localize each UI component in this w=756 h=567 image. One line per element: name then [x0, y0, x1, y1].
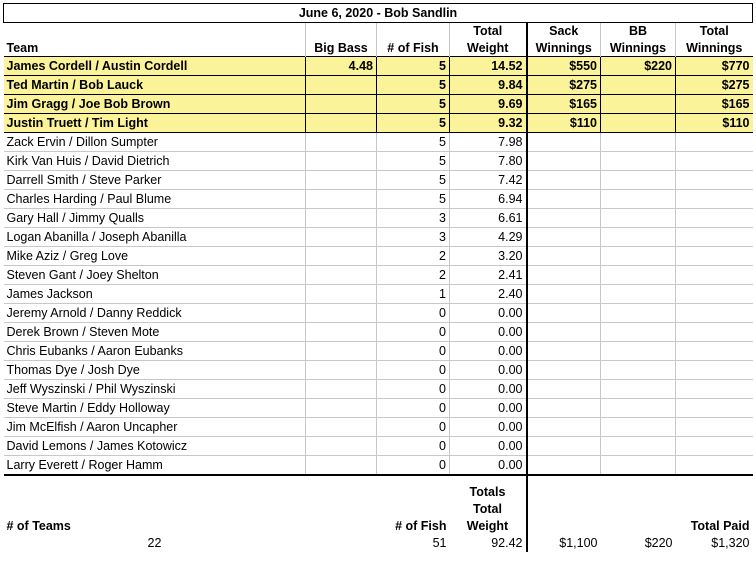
total-winnings: $770 [676, 57, 753, 76]
table-row [4, 399, 753, 418]
team-name: Jeremy Arnold / Danny Reddick [4, 304, 306, 323]
header-row-1 [4, 23, 753, 40]
total-winnings [676, 399, 753, 418]
fish-count: 3 [377, 209, 450, 228]
bb-winnings [601, 114, 676, 133]
total-weight: 3.20 [450, 247, 527, 266]
totals-label: Totals [469, 484, 506, 499]
big-bass-value [306, 456, 377, 476]
total-weight: 2.41 [450, 266, 527, 285]
total-winnings [676, 342, 753, 361]
total-paid-label: Total Paid [690, 518, 750, 533]
total-winnings [676, 190, 753, 209]
table-row [4, 456, 753, 476]
total-winnings: $165 [676, 95, 753, 114]
header-total-weight: Weight [450, 40, 527, 57]
totals-header-3 [4, 517, 753, 534]
total-winnings: $275 [676, 76, 753, 95]
num-fish-value: 51 [432, 536, 447, 550]
total-weight: 0.00 [450, 380, 527, 399]
big-bass-value [306, 342, 377, 361]
fish-count: 5 [377, 114, 450, 133]
total-winnings [676, 247, 753, 266]
fish-count: 0 [377, 437, 450, 456]
sack-winnings [527, 456, 601, 476]
num-fish-label: # of Fish [395, 518, 447, 533]
winner-row [4, 57, 753, 76]
header-sack-winnings: Winnings [527, 40, 601, 57]
team-name: Chris Eubanks / Aaron Eubanks [4, 342, 306, 361]
total-winnings [676, 133, 753, 152]
total-weight: 9.69 [450, 95, 527, 114]
team-name: Jim Gragg / Joe Bob Brown [4, 95, 306, 114]
team-name: Gary Hall / Jimmy Qualls [4, 209, 306, 228]
separator-row [4, 475, 753, 483]
num-teams-label: # of Teams [6, 518, 71, 533]
table-row [4, 152, 753, 171]
sack-winnings [527, 266, 601, 285]
table-row [4, 266, 753, 285]
bb-winnings [601, 171, 676, 190]
big-bass-value [306, 190, 377, 209]
big-bass-value [306, 209, 377, 228]
big-bass-value [306, 266, 377, 285]
bb-winnings [601, 95, 676, 114]
sack-winnings [527, 152, 601, 171]
header-row-2 [4, 40, 753, 57]
total-winnings [676, 361, 753, 380]
sack-winnings [527, 285, 601, 304]
total-winnings [676, 228, 753, 247]
total-weight: 7.98 [450, 133, 527, 152]
sack-winnings: $550 [527, 57, 601, 76]
table-row [4, 304, 753, 323]
big-bass-value [306, 133, 377, 152]
sack-winnings [527, 323, 601, 342]
table-row [4, 190, 753, 209]
totals-header-1 [4, 483, 753, 500]
sack-total-value: $1,100 [527, 534, 601, 552]
table-row [4, 361, 753, 380]
big-bass-value [306, 361, 377, 380]
big-bass-value [306, 76, 377, 95]
total-weight: 0.00 [450, 418, 527, 437]
total-weight: 2.40 [450, 285, 527, 304]
big-bass-value [306, 285, 377, 304]
big-bass-value [306, 247, 377, 266]
bb-winnings [601, 190, 676, 209]
total-winnings [676, 171, 753, 190]
bb-winnings [601, 399, 676, 418]
total-weight: 0.00 [450, 304, 527, 323]
total-weight-value: 92.42 [491, 536, 523, 550]
big-bass-value [306, 95, 377, 114]
bb-winnings [601, 323, 676, 342]
title-row [4, 4, 753, 23]
bb-winnings [601, 247, 676, 266]
bb-total-value: $220 [644, 536, 673, 550]
header-bb-winnings: Winnings [601, 40, 676, 57]
fish-count: 2 [377, 247, 450, 266]
team-name: Steven Gant / Joey Shelton [4, 266, 306, 285]
table-row [4, 285, 753, 304]
total-weight: 0.00 [450, 323, 527, 342]
fish-count: 0 [377, 342, 450, 361]
big-bass-value [306, 152, 377, 171]
table-row [4, 323, 753, 342]
sack-winnings [527, 228, 601, 247]
total-winnings [676, 323, 753, 342]
total-weight: 0.00 [450, 399, 527, 418]
team-name: Logan Abanilla / Joseph Abanilla [4, 228, 306, 247]
bb-winnings [601, 76, 676, 95]
header-num-fish: # of Fish [377, 40, 450, 57]
sack-winnings [527, 247, 601, 266]
total-winnings [676, 304, 753, 323]
sack-winnings: $275 [527, 76, 601, 95]
fish-count: 5 [377, 190, 450, 209]
team-name: Zack Ervin / Dillon Sumpter [4, 133, 306, 152]
fish-count: 3 [377, 228, 450, 247]
fish-count: 0 [377, 456, 450, 476]
fish-count: 5 [377, 152, 450, 171]
team-name: Darrell Smith / Steve Parker [4, 171, 306, 190]
team-name: Ted Martin / Bob Lauck [4, 76, 306, 95]
team-name: James Jackson [4, 285, 306, 304]
header-total-weight-top: Total [450, 23, 527, 40]
total-winnings [676, 380, 753, 399]
sack-winnings [527, 342, 601, 361]
bb-winnings [601, 380, 676, 399]
total-weight: 9.84 [450, 76, 527, 95]
totals-total-label: Total [473, 501, 502, 516]
sack-winnings [527, 437, 601, 456]
sack-winnings [527, 418, 601, 437]
total-winnings [676, 437, 753, 456]
header-bb-top: BB [601, 23, 676, 40]
sheet-title: June 6, 2020 - Bob Sandlin [4, 4, 753, 23]
fish-count: 5 [377, 95, 450, 114]
total-winnings [676, 209, 753, 228]
winner-row [4, 95, 753, 114]
total-winnings [676, 285, 753, 304]
fish-count: 1 [377, 285, 450, 304]
fish-count: 5 [377, 171, 450, 190]
table-row [4, 133, 753, 152]
winner-row [4, 114, 753, 133]
total-weight: 0.00 [450, 437, 527, 456]
bb-winnings [601, 361, 676, 380]
team-name: Larry Everett / Roger Hamm [4, 456, 306, 476]
big-bass-value [306, 418, 377, 437]
fish-count: 2 [377, 266, 450, 285]
team-name: Jim McElfish / Aaron Uncapher [4, 418, 306, 437]
table-row [4, 342, 753, 361]
fish-count: 0 [377, 304, 450, 323]
table-row [4, 380, 753, 399]
bb-winnings [601, 133, 676, 152]
total-winnings [676, 456, 753, 476]
total-winnings [676, 152, 753, 171]
big-bass-value [306, 228, 377, 247]
big-bass-value [306, 114, 377, 133]
totals-values [4, 534, 753, 552]
team-name: Jeff Wyszinski / Phil Wyszinski [4, 380, 306, 399]
bb-winnings [601, 152, 676, 171]
bb-winnings [601, 266, 676, 285]
big-bass-value [306, 171, 377, 190]
num-teams-value: 22 [147, 536, 162, 550]
header-sack-top: Sack [527, 23, 601, 40]
fish-count: 5 [377, 133, 450, 152]
bb-winnings [601, 285, 676, 304]
fish-count: 0 [377, 323, 450, 342]
total-weight: 7.80 [450, 152, 527, 171]
sack-winnings [527, 171, 601, 190]
bb-winnings: $220 [601, 57, 676, 76]
team-name: James Cordell / Austin Cordell [4, 57, 306, 76]
sack-winnings [527, 133, 601, 152]
team-name: Charles Harding / Paul Blume [4, 190, 306, 209]
sack-winnings [527, 380, 601, 399]
team-name: Steve Martin / Eddy Holloway [4, 399, 306, 418]
header-team: Team [6, 40, 39, 55]
bb-winnings [601, 418, 676, 437]
big-bass-value [306, 323, 377, 342]
fish-count: 0 [377, 418, 450, 437]
total-weight: 0.00 [450, 361, 527, 380]
header-big-bass: Big Bass [306, 40, 377, 57]
table-row [4, 418, 753, 437]
big-bass-value [306, 380, 377, 399]
total-weight: 9.32 [450, 114, 527, 133]
total-weight: 14.52 [450, 57, 527, 76]
header-total-winnings: Winnings [676, 40, 753, 57]
table-row [4, 228, 753, 247]
fish-count: 5 [377, 76, 450, 95]
fish-count: 5 [377, 57, 450, 76]
big-bass-value [306, 304, 377, 323]
big-bass-value [306, 399, 377, 418]
sack-winnings [527, 190, 601, 209]
total-winnings: $110 [676, 114, 753, 133]
team-name: Derek Brown / Steven Mote [4, 323, 306, 342]
weight-label: Weight [466, 518, 509, 533]
results-table [3, 3, 753, 552]
total-weight: 0.00 [450, 456, 527, 476]
sack-winnings [527, 304, 601, 323]
total-weight: 6.61 [450, 209, 527, 228]
team-name: Justin Truett / Tim Light [4, 114, 306, 133]
big-bass-value: 4.48 [306, 57, 377, 76]
sack-winnings [527, 361, 601, 380]
fish-count: 0 [377, 399, 450, 418]
total-winnings [676, 266, 753, 285]
team-name: Kirk Van Huis / David Dietrich [4, 152, 306, 171]
bb-winnings [601, 437, 676, 456]
bb-winnings [601, 304, 676, 323]
table-row [4, 247, 753, 266]
total-winnings [676, 418, 753, 437]
sack-winnings [527, 399, 601, 418]
fish-count: 0 [377, 380, 450, 399]
table-row [4, 209, 753, 228]
bb-winnings [601, 209, 676, 228]
sack-winnings [527, 209, 601, 228]
total-weight: 4.29 [450, 228, 527, 247]
totals-header-2 [4, 500, 753, 517]
header-total-winnings-top: Total [676, 23, 753, 40]
total-weight: 6.94 [450, 190, 527, 209]
team-name: Mike Aziz / Greg Love [4, 247, 306, 266]
total-weight: 7.42 [450, 171, 527, 190]
team-name: David Lemons / James Kotowicz [4, 437, 306, 456]
sack-winnings: $110 [527, 114, 601, 133]
bb-winnings [601, 342, 676, 361]
bb-winnings [601, 228, 676, 247]
sack-winnings: $165 [527, 95, 601, 114]
fish-count: 0 [377, 361, 450, 380]
big-bass-value [306, 437, 377, 456]
team-name: Thomas Dye / Josh Dye [4, 361, 306, 380]
total-paid-value: $1,320 [711, 536, 750, 550]
table-row [4, 437, 753, 456]
winner-row [4, 76, 753, 95]
table-row [4, 171, 753, 190]
total-weight: 0.00 [450, 342, 527, 361]
bb-winnings [601, 456, 676, 476]
